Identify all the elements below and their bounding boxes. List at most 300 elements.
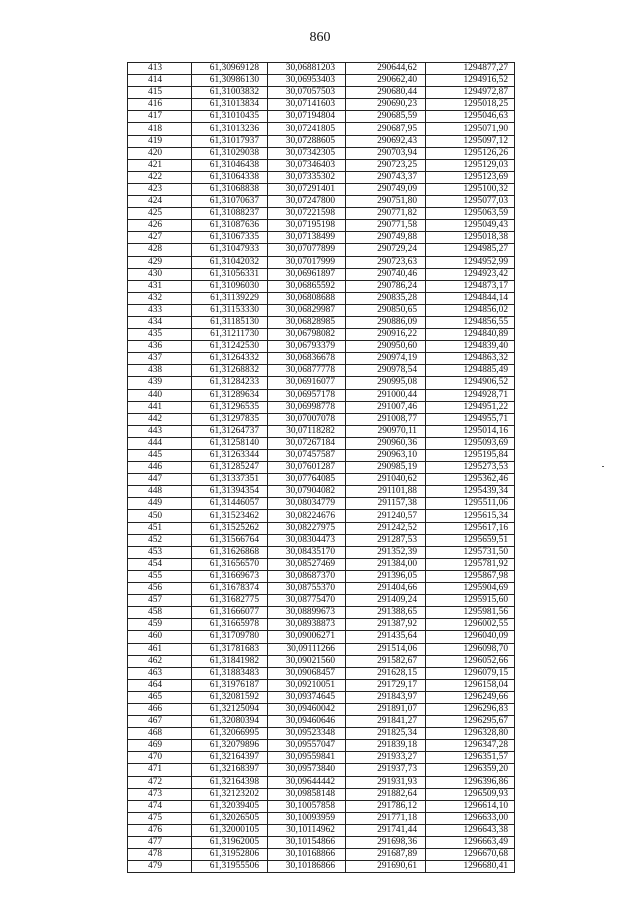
longitude-cell: 30,09858148	[268, 788, 346, 800]
point-number-cell: 450	[128, 510, 192, 522]
longitude-cell: 30,06828985	[268, 316, 346, 328]
table-row	[128, 728, 515, 740]
point-number-cell: 469	[128, 740, 192, 752]
y-coordinate-cell: 1296633,00	[426, 812, 515, 824]
point-number-cell: 451	[128, 522, 192, 534]
point-number-cell: 435	[128, 329, 192, 341]
table-row	[128, 75, 515, 87]
point-number-cell: 475	[128, 812, 192, 824]
longitude-cell: 30,08527469	[268, 558, 346, 570]
table-row	[128, 280, 515, 292]
point-number-cell: 430	[128, 268, 192, 280]
table-row	[128, 800, 515, 812]
longitude-cell: 30,10093959	[268, 812, 346, 824]
y-coordinate-cell: 1294955,71	[426, 413, 515, 425]
point-number-cell: 466	[128, 703, 192, 715]
y-coordinate-cell: 1296296,83	[426, 703, 515, 715]
latitude-cell: 61,32164398	[192, 776, 268, 788]
longitude-cell: 30,07118282	[268, 425, 346, 437]
table-row	[128, 788, 515, 800]
longitude-cell: 30,07017999	[268, 256, 346, 268]
longitude-cell: 30,07141603	[268, 99, 346, 111]
y-coordinate-cell: 1295046,63	[426, 111, 515, 123]
longitude-cell: 30,06836678	[268, 353, 346, 365]
table-row	[128, 87, 515, 99]
point-number-cell: 424	[128, 196, 192, 208]
y-coordinate-cell: 1296079,15	[426, 667, 515, 679]
longitude-cell: 30,06881203	[268, 63, 346, 75]
y-coordinate-cell: 1295615,34	[426, 510, 515, 522]
latitude-cell: 61,31284233	[192, 377, 268, 389]
latitude-cell: 61,31070637	[192, 196, 268, 208]
x-coordinate-cell: 291435,64	[346, 631, 426, 643]
point-number-cell: 442	[128, 413, 192, 425]
latitude-cell: 61,31013236	[192, 123, 268, 135]
x-coordinate-cell: 291287,53	[346, 534, 426, 546]
point-number-cell: 445	[128, 450, 192, 462]
point-number-cell: 455	[128, 570, 192, 582]
y-coordinate-cell: 1296396,86	[426, 776, 515, 788]
x-coordinate-cell: 290835,28	[346, 292, 426, 304]
scan-speck	[602, 466, 604, 467]
latitude-cell: 61,31962005	[192, 837, 268, 849]
latitude-cell: 61,31952806	[192, 849, 268, 861]
y-coordinate-cell: 1296098,70	[426, 643, 515, 655]
table-row	[128, 256, 515, 268]
latitude-cell: 61,30969128	[192, 63, 268, 75]
y-coordinate-cell: 1295362,46	[426, 474, 515, 486]
longitude-cell: 30,08227975	[268, 522, 346, 534]
y-coordinate-cell: 1296052,66	[426, 655, 515, 667]
latitude-cell: 61,31666077	[192, 607, 268, 619]
x-coordinate-cell: 291843,97	[346, 691, 426, 703]
y-coordinate-cell: 1295659,51	[426, 534, 515, 546]
x-coordinate-cell: 291388,65	[346, 607, 426, 619]
x-coordinate-cell: 291242,52	[346, 522, 426, 534]
longitude-cell: 30,09573840	[268, 764, 346, 776]
longitude-cell: 30,09460646	[268, 716, 346, 728]
table-row	[128, 583, 515, 595]
x-coordinate-cell: 290687,95	[346, 123, 426, 135]
table-row	[128, 123, 515, 135]
latitude-cell: 61,31394354	[192, 486, 268, 498]
table-row	[128, 63, 515, 75]
x-coordinate-cell: 290886,09	[346, 316, 426, 328]
longitude-cell: 30,06957178	[268, 389, 346, 401]
x-coordinate-cell: 291839,18	[346, 740, 426, 752]
table-row	[128, 667, 515, 679]
table-row	[128, 135, 515, 147]
longitude-cell: 30,09557047	[268, 740, 346, 752]
y-coordinate-cell: 1294840,89	[426, 329, 515, 341]
longitude-cell: 30,06998778	[268, 401, 346, 413]
table-row	[128, 776, 515, 788]
table-row	[128, 365, 515, 377]
longitude-cell: 30,08899673	[268, 607, 346, 619]
point-number-cell: 476	[128, 824, 192, 836]
table-row	[128, 824, 515, 836]
y-coordinate-cell: 1296643,38	[426, 824, 515, 836]
x-coordinate-cell: 290749,88	[346, 232, 426, 244]
latitude-cell: 61,31626868	[192, 546, 268, 558]
y-coordinate-cell: 1295063,59	[426, 208, 515, 220]
y-coordinate-cell: 1296351,57	[426, 752, 515, 764]
x-coordinate-cell: 290963,10	[346, 450, 426, 462]
longitude-cell: 30,08938873	[268, 619, 346, 631]
y-coordinate-cell: 1294839,40	[426, 341, 515, 353]
table-row	[128, 740, 515, 752]
x-coordinate-cell: 291891,07	[346, 703, 426, 715]
table-row	[128, 752, 515, 764]
y-coordinate-cell: 1294985,27	[426, 244, 515, 256]
longitude-cell: 30,09374645	[268, 691, 346, 703]
point-number-cell: 452	[128, 534, 192, 546]
latitude-cell: 61,32066995	[192, 728, 268, 740]
x-coordinate-cell: 291937,73	[346, 764, 426, 776]
latitude-cell: 61,32164397	[192, 752, 268, 764]
x-coordinate-cell: 291628,15	[346, 667, 426, 679]
longitude-cell: 30,07247800	[268, 196, 346, 208]
table-row	[128, 425, 515, 437]
latitude-cell: 61,31064338	[192, 171, 268, 183]
point-number-cell: 449	[128, 498, 192, 510]
x-coordinate-cell: 291771,18	[346, 812, 426, 824]
x-coordinate-cell: 291384,00	[346, 558, 426, 570]
longitude-cell: 30,10168866	[268, 849, 346, 861]
longitude-cell: 30,07195198	[268, 220, 346, 232]
table-row	[128, 812, 515, 824]
x-coordinate-cell: 290771,58	[346, 220, 426, 232]
y-coordinate-cell: 1295781,92	[426, 558, 515, 570]
y-coordinate-cell: 1296002,55	[426, 619, 515, 631]
point-number-cell: 467	[128, 716, 192, 728]
x-coordinate-cell: 290978,54	[346, 365, 426, 377]
latitude-cell: 61,31337351	[192, 474, 268, 486]
point-number-cell: 460	[128, 631, 192, 643]
table-row	[128, 510, 515, 522]
longitude-cell: 30,07267184	[268, 437, 346, 449]
x-coordinate-cell: 291240,57	[346, 510, 426, 522]
table-row	[128, 99, 515, 111]
table-row	[128, 679, 515, 691]
table-row	[128, 329, 515, 341]
table-row	[128, 861, 515, 873]
latitude-cell: 61,31242530	[192, 341, 268, 353]
x-coordinate-cell: 291514,06	[346, 643, 426, 655]
x-coordinate-cell: 290644,62	[346, 63, 426, 75]
point-number-cell: 462	[128, 655, 192, 667]
point-number-cell: 461	[128, 643, 192, 655]
point-number-cell: 416	[128, 99, 192, 111]
longitude-cell: 30,06961897	[268, 268, 346, 280]
longitude-cell: 30,09021560	[268, 655, 346, 667]
y-coordinate-cell: 1295439,34	[426, 486, 515, 498]
table-row	[128, 450, 515, 462]
point-number-cell: 423	[128, 183, 192, 195]
x-coordinate-cell: 291396,05	[346, 570, 426, 582]
longitude-cell: 30,08687370	[268, 570, 346, 582]
x-coordinate-cell: 291690,61	[346, 861, 426, 873]
y-coordinate-cell: 1295904,69	[426, 583, 515, 595]
y-coordinate-cell: 1294863,32	[426, 353, 515, 365]
latitude-cell: 61,32125094	[192, 703, 268, 715]
latitude-cell: 61,32000105	[192, 824, 268, 836]
table-row	[128, 316, 515, 328]
x-coordinate-cell: 291741,44	[346, 824, 426, 836]
point-number-cell: 465	[128, 691, 192, 703]
point-number-cell: 446	[128, 462, 192, 474]
y-coordinate-cell: 1294856,02	[426, 304, 515, 316]
table-row	[128, 546, 515, 558]
point-number-cell: 418	[128, 123, 192, 135]
x-coordinate-cell: 290771,82	[346, 208, 426, 220]
point-number-cell: 443	[128, 425, 192, 437]
latitude-cell: 61,31047933	[192, 244, 268, 256]
point-number-cell: 433	[128, 304, 192, 316]
y-coordinate-cell: 1294885,49	[426, 365, 515, 377]
y-coordinate-cell: 1294906,52	[426, 377, 515, 389]
table-row	[128, 292, 515, 304]
y-coordinate-cell: 1296670,68	[426, 849, 515, 861]
x-coordinate-cell: 290743,37	[346, 171, 426, 183]
longitude-cell: 30,06793379	[268, 341, 346, 353]
x-coordinate-cell: 291582,67	[346, 655, 426, 667]
table-row	[128, 486, 515, 498]
latitude-cell: 61,32026505	[192, 812, 268, 824]
y-coordinate-cell: 1296328,80	[426, 728, 515, 740]
longitude-cell: 30,07241805	[268, 123, 346, 135]
latitude-cell: 61,31682775	[192, 595, 268, 607]
point-number-cell: 456	[128, 583, 192, 595]
longitude-cell: 30,06916077	[268, 377, 346, 389]
x-coordinate-cell: 291841,27	[346, 716, 426, 728]
longitude-cell: 30,07291401	[268, 183, 346, 195]
point-number-cell: 470	[128, 752, 192, 764]
longitude-cell: 30,09111266	[268, 643, 346, 655]
latitude-cell: 61,32081592	[192, 691, 268, 703]
latitude-cell: 61,32080394	[192, 716, 268, 728]
x-coordinate-cell: 290950,60	[346, 341, 426, 353]
y-coordinate-cell: 1296359,20	[426, 764, 515, 776]
latitude-cell: 61,31976187	[192, 679, 268, 691]
latitude-cell: 61,30986130	[192, 75, 268, 87]
point-number-cell: 468	[128, 728, 192, 740]
point-number-cell: 441	[128, 401, 192, 413]
y-coordinate-cell: 1295077,03	[426, 196, 515, 208]
point-number-cell: 471	[128, 764, 192, 776]
x-coordinate-cell: 290703,94	[346, 147, 426, 159]
x-coordinate-cell: 290692,43	[346, 135, 426, 147]
point-number-cell: 434	[128, 316, 192, 328]
longitude-cell: 30,07346403	[268, 159, 346, 171]
y-coordinate-cell: 1295195,84	[426, 450, 515, 462]
point-number-cell: 425	[128, 208, 192, 220]
x-coordinate-cell: 290751,80	[346, 196, 426, 208]
point-number-cell: 431	[128, 280, 192, 292]
latitude-cell: 61,31296535	[192, 401, 268, 413]
x-coordinate-cell: 290723,63	[346, 256, 426, 268]
latitude-cell: 61,31656570	[192, 558, 268, 570]
y-coordinate-cell: 1295097,12	[426, 135, 515, 147]
y-coordinate-cell: 1294877,27	[426, 63, 515, 75]
latitude-cell: 61,31010435	[192, 111, 268, 123]
latitude-cell: 61,31017937	[192, 135, 268, 147]
x-coordinate-cell: 290786,24	[346, 280, 426, 292]
table-row	[128, 208, 515, 220]
x-coordinate-cell: 291698,36	[346, 837, 426, 849]
latitude-cell: 61,32039405	[192, 800, 268, 812]
latitude-cell: 61,31678374	[192, 583, 268, 595]
table-row	[128, 619, 515, 631]
point-number-cell: 473	[128, 788, 192, 800]
y-coordinate-cell: 1295129,03	[426, 159, 515, 171]
y-coordinate-cell: 1296295,67	[426, 716, 515, 728]
point-number-cell: 426	[128, 220, 192, 232]
longitude-cell: 30,09523348	[268, 728, 346, 740]
y-coordinate-cell: 1295126,26	[426, 147, 515, 159]
latitude-cell: 61,31297835	[192, 413, 268, 425]
x-coordinate-cell: 291387,92	[346, 619, 426, 631]
latitude-cell: 61,31153330	[192, 304, 268, 316]
y-coordinate-cell: 1294923,42	[426, 268, 515, 280]
y-coordinate-cell: 1295018,38	[426, 232, 515, 244]
longitude-cell: 30,09460042	[268, 703, 346, 715]
latitude-cell: 61,31263344	[192, 450, 268, 462]
x-coordinate-cell: 291007,46	[346, 401, 426, 413]
y-coordinate-cell: 1296040,09	[426, 631, 515, 643]
latitude-cell: 61,31264737	[192, 425, 268, 437]
point-number-cell: 427	[128, 232, 192, 244]
table-row	[128, 570, 515, 582]
longitude-cell: 30,09559841	[268, 752, 346, 764]
latitude-cell: 61,31285247	[192, 462, 268, 474]
y-coordinate-cell: 1296158,04	[426, 679, 515, 691]
y-coordinate-cell: 1295071,90	[426, 123, 515, 135]
latitude-cell: 61,31525262	[192, 522, 268, 534]
point-number-cell: 447	[128, 474, 192, 486]
table-row	[128, 607, 515, 619]
latitude-cell: 61,31068838	[192, 183, 268, 195]
table-row	[128, 837, 515, 849]
longitude-cell: 30,06953403	[268, 75, 346, 87]
latitude-cell: 61,31781683	[192, 643, 268, 655]
table-row	[128, 244, 515, 256]
table-row	[128, 377, 515, 389]
y-coordinate-cell: 1294952,99	[426, 256, 515, 268]
coordinates-table-body	[128, 63, 515, 873]
table-row	[128, 462, 515, 474]
table-row	[128, 159, 515, 171]
longitude-cell: 30,10186866	[268, 861, 346, 873]
point-number-cell: 414	[128, 75, 192, 87]
table-row	[128, 655, 515, 667]
point-number-cell: 422	[128, 171, 192, 183]
point-number-cell: 432	[128, 292, 192, 304]
longitude-cell: 30,08775470	[268, 595, 346, 607]
latitude-cell: 61,31709780	[192, 631, 268, 643]
x-coordinate-cell: 290685,59	[346, 111, 426, 123]
y-coordinate-cell: 1295093,69	[426, 437, 515, 449]
latitude-cell: 61,31029038	[192, 147, 268, 159]
latitude-cell: 61,32079896	[192, 740, 268, 752]
x-coordinate-cell: 290749,09	[346, 183, 426, 195]
x-coordinate-cell: 290960,36	[346, 437, 426, 449]
x-coordinate-cell: 290995,08	[346, 377, 426, 389]
latitude-cell: 61,31139229	[192, 292, 268, 304]
y-coordinate-cell: 1296347,28	[426, 740, 515, 752]
table-row	[128, 304, 515, 316]
y-coordinate-cell: 1296509,93	[426, 788, 515, 800]
longitude-cell: 30,08034779	[268, 498, 346, 510]
table-row	[128, 716, 515, 728]
point-number-cell: 420	[128, 147, 192, 159]
x-coordinate-cell: 291931,93	[346, 776, 426, 788]
longitude-cell: 30,07904082	[268, 486, 346, 498]
point-number-cell: 454	[128, 558, 192, 570]
point-number-cell: 415	[128, 87, 192, 99]
latitude-cell: 61,31841982	[192, 655, 268, 667]
point-number-cell: 474	[128, 800, 192, 812]
y-coordinate-cell: 1296249,66	[426, 691, 515, 703]
latitude-cell: 61,31955506	[192, 861, 268, 873]
table-row	[128, 353, 515, 365]
table-row	[128, 401, 515, 413]
longitude-cell: 30,09006271	[268, 631, 346, 643]
point-number-cell: 478	[128, 849, 192, 861]
y-coordinate-cell: 1294916,52	[426, 75, 515, 87]
latitude-cell: 61,31046438	[192, 159, 268, 171]
longitude-cell: 30,07007078	[268, 413, 346, 425]
x-coordinate-cell: 290740,46	[346, 268, 426, 280]
x-coordinate-cell: 290690,23	[346, 99, 426, 111]
latitude-cell: 61,31289634	[192, 389, 268, 401]
x-coordinate-cell: 290729,24	[346, 244, 426, 256]
table-row	[128, 437, 515, 449]
x-coordinate-cell: 291409,24	[346, 595, 426, 607]
latitude-cell: 61,31211730	[192, 329, 268, 341]
x-coordinate-cell: 290970,11	[346, 425, 426, 437]
table-row	[128, 171, 515, 183]
y-coordinate-cell: 1295511,06	[426, 498, 515, 510]
latitude-cell: 61,31087636	[192, 220, 268, 232]
table-row	[128, 631, 515, 643]
longitude-cell: 30,06808688	[268, 292, 346, 304]
latitude-cell: 61,31446057	[192, 498, 268, 510]
latitude-cell: 61,31523462	[192, 510, 268, 522]
x-coordinate-cell: 291933,27	[346, 752, 426, 764]
longitude-cell: 30,08224676	[268, 510, 346, 522]
x-coordinate-cell: 291729,17	[346, 679, 426, 691]
y-coordinate-cell: 1295867,98	[426, 570, 515, 582]
point-number-cell: 479	[128, 861, 192, 873]
point-number-cell: 439	[128, 377, 192, 389]
y-coordinate-cell: 1295915,60	[426, 595, 515, 607]
longitude-cell: 30,09068457	[268, 667, 346, 679]
table-row	[128, 522, 515, 534]
y-coordinate-cell: 1295617,16	[426, 522, 515, 534]
latitude-cell: 61,31883483	[192, 667, 268, 679]
longitude-cell: 30,06798082	[268, 329, 346, 341]
point-number-cell: 444	[128, 437, 192, 449]
longitude-cell: 30,07288605	[268, 135, 346, 147]
longitude-cell: 30,07764085	[268, 474, 346, 486]
x-coordinate-cell: 290985,19	[346, 462, 426, 474]
longitude-cell: 30,09644442	[268, 776, 346, 788]
x-coordinate-cell: 291882,64	[346, 788, 426, 800]
point-number-cell: 419	[128, 135, 192, 147]
y-coordinate-cell: 1295018,25	[426, 99, 515, 111]
longitude-cell: 30,07457587	[268, 450, 346, 462]
